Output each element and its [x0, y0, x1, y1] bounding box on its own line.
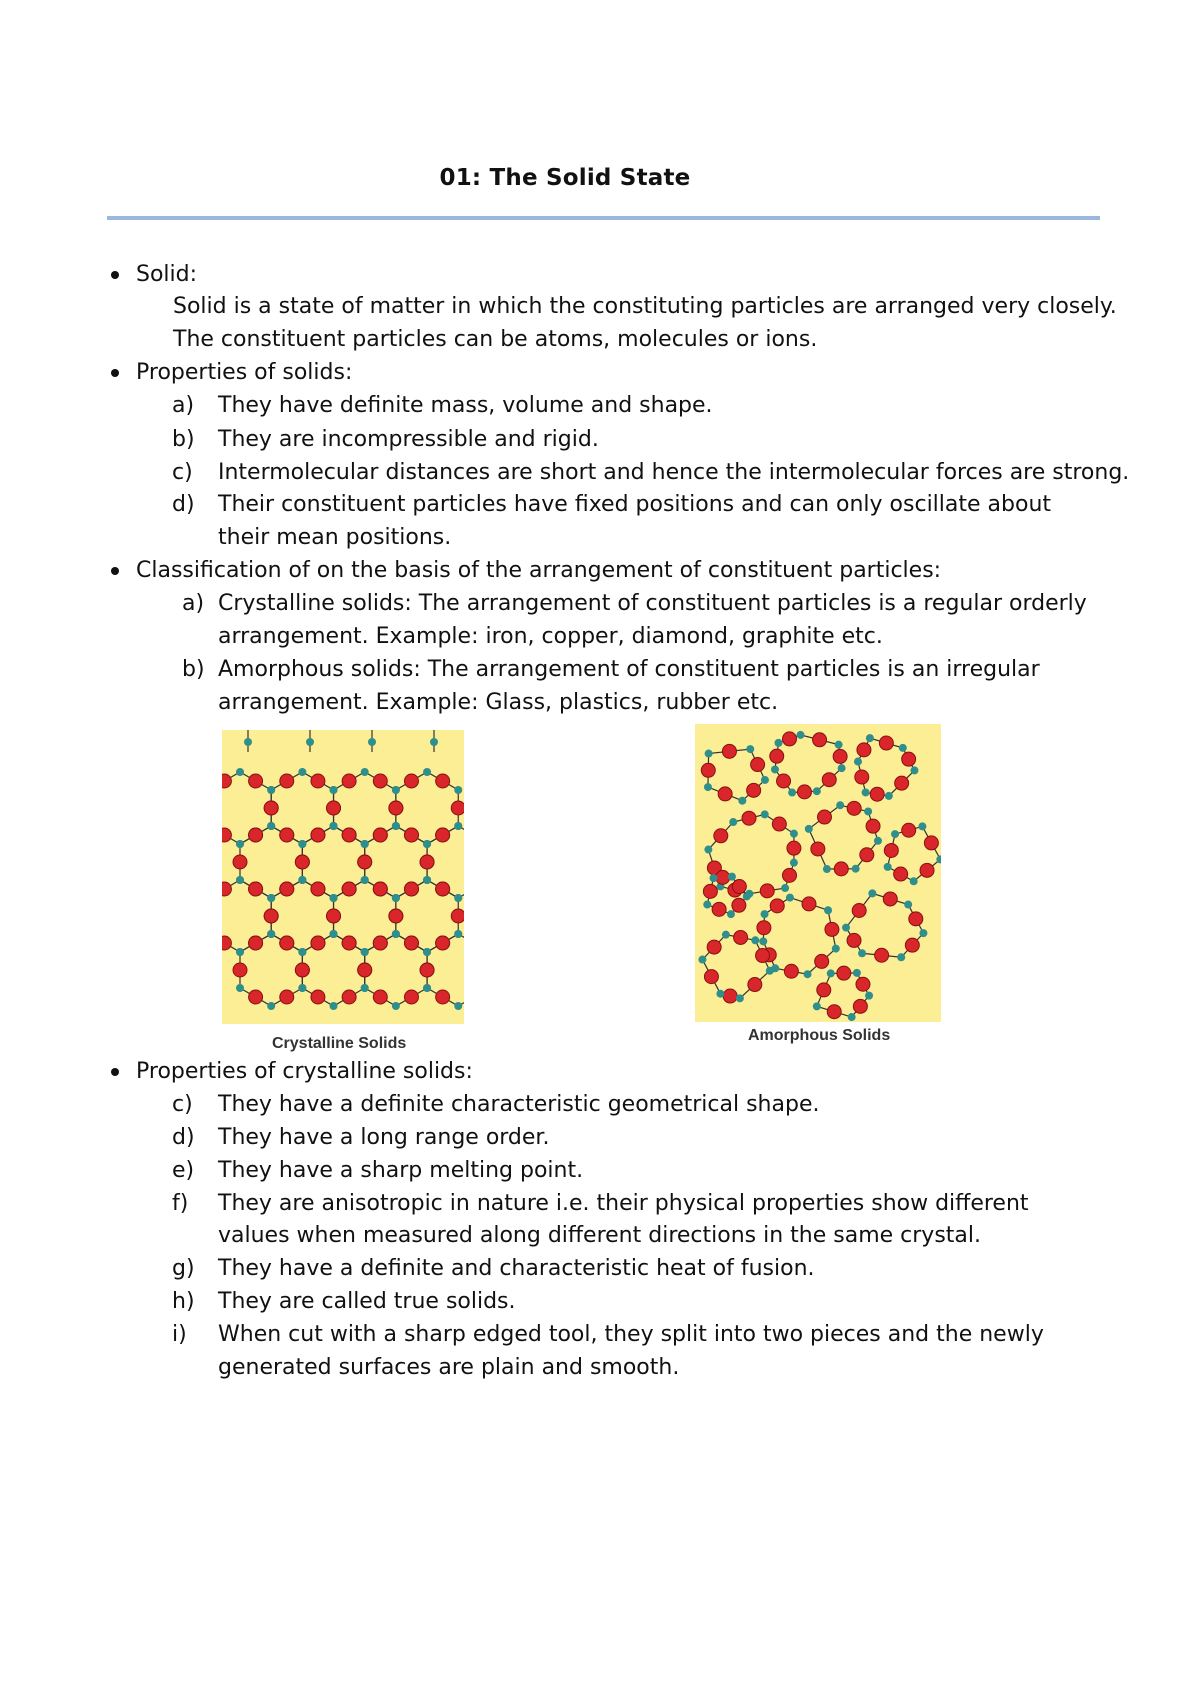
- oxygen-atom: [718, 787, 732, 801]
- oxygen-atom: [884, 843, 898, 857]
- silicon-atom: [298, 948, 306, 956]
- silicon-atom: [244, 738, 252, 746]
- amorphous-solids-caption: Amorphous Solids: [748, 1027, 891, 1044]
- silicon-atom: [885, 792, 893, 800]
- silicon-atom: [722, 931, 730, 939]
- silicon-atom: [775, 739, 783, 747]
- oxygen-atom: [902, 823, 916, 837]
- oxygen-atom: [420, 963, 434, 977]
- oxygen-atom: [924, 836, 938, 850]
- silicon-atom: [884, 863, 892, 871]
- oxygen-atom: [827, 1005, 841, 1019]
- crystal-property-item: They have a long range order.: [218, 1125, 550, 1150]
- oxygen-atom: [280, 936, 294, 950]
- oxygen-atom: [701, 763, 715, 777]
- oxygen-atom: [772, 817, 786, 831]
- silicon-atom: [698, 956, 706, 964]
- bullet-classification: [111, 567, 119, 575]
- oxygen-atom: [264, 909, 278, 923]
- oxygen-atom: [222, 828, 231, 842]
- silicon-atom: [759, 937, 767, 945]
- silicon-atom: [267, 1002, 275, 1010]
- silicon-atom: [361, 876, 369, 884]
- silicon-atom: [836, 801, 844, 809]
- oxygen-atom: [847, 801, 861, 815]
- silicon-atom: [361, 768, 369, 776]
- silicon-atom: [743, 892, 751, 900]
- title-divider: [107, 216, 1100, 220]
- oxygen-atom: [712, 902, 726, 916]
- property-item: Their constituent particles have fixed positions and can only oscillate about: [218, 492, 1052, 517]
- crystal-property-item-continued: generated surfaces are plain and smooth.: [218, 1355, 680, 1380]
- oxygen-atom: [249, 882, 263, 896]
- oxygen-atom: [311, 828, 325, 842]
- silicon-atom: [858, 949, 866, 957]
- oxygen-atom: [920, 863, 934, 877]
- oxygen-atom: [249, 828, 263, 842]
- silicon-atom: [298, 768, 306, 776]
- silicon-atom: [853, 969, 861, 977]
- oxygen-atom: [855, 770, 869, 784]
- silicon-atom: [823, 865, 831, 873]
- silicon-atom: [330, 894, 338, 902]
- crystal-property-item: When cut with a sharp edged tool, they split into two pieces and the newly: [218, 1322, 1044, 1347]
- silicon-atom: [766, 967, 774, 975]
- oxygen-atom: [813, 733, 827, 747]
- amorphous-solids-figure: [695, 724, 941, 1022]
- oxygen-atom: [451, 801, 464, 815]
- oxygen-atom: [222, 882, 231, 896]
- silicon-atom: [423, 768, 431, 776]
- item-marker: d): [172, 1125, 195, 1150]
- silicon-atom: [781, 884, 789, 892]
- crystalline-solids-figure: [222, 730, 464, 1024]
- bullet-crystalline-properties: [111, 1068, 119, 1076]
- oxygen-atom: [895, 776, 909, 790]
- property-item: They have definite mass, volume and shape.: [218, 393, 713, 418]
- silicon-atom: [704, 783, 712, 791]
- item-marker: c): [172, 460, 193, 485]
- silicon-atom: [761, 776, 769, 784]
- silicon-atom: [866, 734, 874, 742]
- oxygen-atom: [822, 773, 836, 787]
- oxygen-atom: [909, 912, 923, 926]
- silicon-atom: [454, 1002, 462, 1010]
- oxygen-atom: [856, 977, 870, 991]
- oxygen-atom: [905, 938, 919, 952]
- silicon-atom: [236, 948, 244, 956]
- silicon-atom: [392, 894, 400, 902]
- silicon-atom: [918, 822, 926, 830]
- silicon-atom: [330, 822, 338, 830]
- oxygen-atom: [280, 990, 294, 1004]
- silicon-atom: [910, 877, 918, 885]
- item-marker: g): [172, 1256, 195, 1281]
- oxygen-atom: [295, 963, 309, 977]
- classification-item: Crystalline solids: The arrangement of constituent particles is a regular orderly: [218, 591, 1087, 616]
- oxygen-atom: [783, 868, 797, 882]
- oxygen-atom: [311, 936, 325, 950]
- oxygen-atom: [853, 999, 867, 1013]
- silicon-atom: [267, 822, 275, 830]
- silicon-atom: [298, 984, 306, 992]
- silicon-atom: [392, 786, 400, 794]
- silicon-atom: [423, 948, 431, 956]
- item-marker: c): [172, 1092, 193, 1117]
- silicon-atom: [330, 930, 338, 938]
- oxygen-atom: [760, 884, 774, 898]
- oxygen-atom: [797, 785, 811, 799]
- oxygen-atom: [875, 948, 889, 962]
- silicon-atom: [864, 807, 872, 815]
- oxygen-atom: [311, 774, 325, 788]
- silicon-atom: [454, 786, 462, 794]
- silicon-atom: [392, 930, 400, 938]
- silicon-atom: [738, 797, 746, 805]
- silicon-atom: [705, 750, 713, 758]
- oxygen-atom: [756, 949, 770, 963]
- oxygen-atom: [311, 990, 325, 1004]
- silicon-atom: [454, 894, 462, 902]
- oxygen-atom: [784, 964, 798, 978]
- oxygen-atom: [249, 990, 263, 1004]
- classification-item-continued: arrangement. Example: iron, copper, diamond, graphite etc.: [218, 624, 883, 649]
- property-item-continued: their mean positions.: [218, 525, 452, 550]
- silicon-atom: [368, 738, 376, 746]
- oxygen-atom: [389, 909, 403, 923]
- bullet-solid: [111, 271, 119, 279]
- page-title: 01: The Solid State: [439, 165, 691, 191]
- oxygen-atom: [883, 892, 897, 906]
- oxygen-atom: [436, 936, 450, 950]
- silicon-atom: [790, 859, 798, 867]
- silicon-atom: [236, 840, 244, 848]
- silicon-atom: [392, 1002, 400, 1010]
- silicon-atom: [298, 840, 306, 848]
- oxygen-atom: [280, 882, 294, 896]
- silicon-atom: [306, 738, 314, 746]
- oxygen-atom: [787, 841, 801, 855]
- silicon-atom: [704, 846, 712, 854]
- bullet-properties: [111, 369, 119, 377]
- item-marker: e): [172, 1158, 195, 1183]
- oxygen-atom: [342, 774, 356, 788]
- item-marker: a): [182, 591, 205, 616]
- oxygen-atom: [802, 897, 816, 911]
- oxygen-atom: [342, 882, 356, 896]
- silicon-atom: [454, 930, 462, 938]
- silicon-atom: [298, 876, 306, 884]
- solid-definition-line-2: The constituent particles can be atoms, molecules or ions.: [173, 327, 818, 352]
- oxygen-atom: [732, 898, 746, 912]
- silicon-atom: [728, 873, 736, 881]
- silicon-atom: [842, 924, 850, 932]
- silicon-atom: [838, 764, 846, 772]
- oxygen-atom: [404, 990, 418, 1004]
- silicon-atom: [827, 969, 835, 977]
- crystal-property-item: They are called true solids.: [218, 1289, 516, 1314]
- silicon-atom: [746, 745, 754, 753]
- oxygen-atom: [866, 819, 880, 833]
- property-item: They are incompressible and rigid.: [218, 427, 599, 452]
- silicon-atom: [430, 738, 438, 746]
- oxygen-atom: [748, 978, 762, 992]
- oxygen-atom: [860, 848, 874, 862]
- oxygen-atom: [311, 882, 325, 896]
- silicon-atom: [761, 910, 769, 918]
- silicon-atom: [751, 936, 759, 944]
- oxygen-atom: [770, 899, 784, 913]
- silicon-atom: [804, 970, 812, 978]
- oxygen-atom: [436, 990, 450, 1004]
- oxygen-atom: [847, 933, 861, 947]
- oxygen-atom: [837, 966, 851, 980]
- silicon-atom: [854, 758, 862, 766]
- oxygen-atom: [894, 867, 908, 881]
- property-item: Intermolecular distances are short and hence the intermolecular forces are strong.: [218, 460, 1130, 485]
- silicon-atom: [910, 766, 918, 774]
- silicon-atom: [703, 901, 711, 909]
- heading-classification: Classification of on the basis of the arrangement of constituent particles:: [136, 558, 942, 583]
- heading-crystalline-properties: Properties of crystalline solids:: [136, 1059, 473, 1084]
- oxygen-atom: [280, 828, 294, 842]
- silicon-atom: [330, 1002, 338, 1010]
- oxygen-atom: [723, 989, 737, 1003]
- item-marker: b): [172, 427, 195, 452]
- silicon-atom: [813, 787, 821, 795]
- item-marker: b): [182, 657, 205, 682]
- oxygen-atom: [264, 801, 278, 815]
- silicon-atom: [832, 945, 840, 953]
- silicon-atom: [423, 984, 431, 992]
- silicon-atom: [904, 901, 912, 909]
- heading-solid: Solid:: [136, 262, 198, 287]
- oxygen-atom: [436, 828, 450, 842]
- oxygen-atom: [704, 970, 718, 984]
- oxygen-atom: [327, 909, 341, 923]
- oxygen-atom: [436, 774, 450, 788]
- silicon-atom: [423, 876, 431, 884]
- oxygen-atom: [783, 732, 797, 746]
- silicon-atom: [736, 994, 744, 1002]
- oxygen-atom: [404, 882, 418, 896]
- crystalline-solids-caption: Crystalline Solids: [272, 1035, 407, 1052]
- silicon-atom: [788, 789, 796, 797]
- oxygen-atom: [852, 903, 866, 917]
- silicon-atom: [267, 786, 275, 794]
- oxygen-atom: [770, 749, 784, 763]
- heading-properties-of-solids: Properties of solids:: [136, 360, 353, 385]
- silicon-atom: [361, 984, 369, 992]
- silicon-atom: [919, 929, 927, 937]
- silicon-atom: [874, 837, 882, 845]
- silicon-atom: [330, 786, 338, 794]
- silicon-atom: [236, 768, 244, 776]
- item-marker: h): [172, 1289, 195, 1314]
- silicon-atom: [727, 910, 735, 918]
- crystal-property-item: They have a definite and characteristic heat of fusion.: [218, 1256, 815, 1281]
- silicon-atom: [848, 1013, 856, 1021]
- oxygen-atom: [222, 936, 231, 950]
- classification-item-continued: arrangement. Example: Glass, plastics, rubber etc.: [218, 690, 779, 715]
- oxygen-atom: [734, 930, 748, 944]
- silicon-atom: [790, 830, 798, 838]
- silicon-atom: [267, 930, 275, 938]
- silicon-atom: [805, 825, 813, 833]
- item-marker: i): [172, 1322, 187, 1347]
- oxygen-atom: [815, 954, 829, 968]
- oxygen-atom: [280, 774, 294, 788]
- oxygen-atom: [233, 855, 247, 869]
- oxygen-atom: [373, 828, 387, 842]
- oxygen-atom: [870, 787, 884, 801]
- oxygen-atom: [732, 880, 746, 894]
- oxygen-atom: [722, 744, 736, 758]
- item-marker: f): [172, 1191, 189, 1216]
- oxygen-atom: [857, 743, 871, 757]
- silicon-atom: [868, 889, 876, 897]
- silicon-atom: [899, 744, 907, 752]
- oxygen-atom: [373, 990, 387, 1004]
- item-marker: a): [172, 393, 195, 418]
- oxygen-atom: [327, 801, 341, 815]
- oxygen-atom: [825, 922, 839, 936]
- crystal-property-item-continued: values when measured along different directions in the same crystal.: [218, 1223, 981, 1248]
- oxygen-atom: [707, 940, 721, 954]
- oxygen-atom: [902, 752, 916, 766]
- oxygen-atom: [833, 749, 847, 763]
- oxygen-atom: [222, 774, 231, 788]
- item-marker: d): [172, 492, 195, 517]
- solid-definition-line-1: Solid is a state of matter in which the constituting particles are arranged very closely.: [173, 294, 1117, 319]
- silicon-atom: [865, 992, 873, 1000]
- oxygen-atom: [233, 963, 247, 977]
- oxygen-atom: [373, 774, 387, 788]
- oxygen-atom: [358, 855, 372, 869]
- silicon-atom: [716, 990, 724, 998]
- oxygen-atom: [389, 801, 403, 815]
- oxygen-atom: [817, 810, 831, 824]
- silicon-atom: [361, 840, 369, 848]
- oxygen-atom: [777, 774, 791, 788]
- oxygen-atom: [373, 936, 387, 950]
- oxygen-atom: [436, 882, 450, 896]
- oxygen-atom: [811, 842, 825, 856]
- silicon-atom: [771, 765, 779, 773]
- silicon-atom: [729, 818, 737, 826]
- oxygen-atom: [404, 774, 418, 788]
- oxygen-atom: [716, 870, 730, 884]
- silicon-atom: [786, 894, 794, 902]
- oxygen-atom: [404, 936, 418, 950]
- oxygen-atom: [373, 882, 387, 896]
- oxygen-atom: [703, 884, 717, 898]
- oxygen-atom: [342, 990, 356, 1004]
- oxygen-atom: [879, 736, 893, 750]
- silicon-atom: [392, 822, 400, 830]
- crystal-property-item: They are anisotropic in nature i.e. their physical properties show different: [218, 1191, 1029, 1216]
- oxygen-atom: [817, 983, 831, 997]
- silicon-atom: [852, 865, 860, 873]
- oxygen-atom: [420, 855, 434, 869]
- oxygen-atom: [249, 774, 263, 788]
- silicon-atom: [862, 788, 870, 796]
- oxygen-atom: [714, 829, 728, 843]
- oxygen-atom: [404, 828, 418, 842]
- silicon-atom: [835, 741, 843, 749]
- oxygen-atom: [342, 936, 356, 950]
- oxygen-atom: [747, 783, 761, 797]
- oxygen-atom: [834, 862, 848, 876]
- silicon-atom: [423, 840, 431, 848]
- oxygen-atom: [742, 811, 756, 825]
- silicon-atom: [710, 874, 718, 882]
- silicon-atom: [236, 984, 244, 992]
- silicon-atom: [796, 731, 804, 739]
- silicon-atom: [813, 1002, 821, 1010]
- silicon-atom: [761, 810, 769, 818]
- oxygen-atom: [342, 828, 356, 842]
- silicon-atom: [361, 948, 369, 956]
- oxygen-atom: [249, 936, 263, 950]
- oxygen-atom: [358, 963, 372, 977]
- crystal-property-item: They have a sharp melting point.: [218, 1158, 584, 1183]
- oxygen-atom: [295, 855, 309, 869]
- oxygen-atom: [451, 909, 464, 923]
- silicon-atom: [236, 876, 244, 884]
- silicon-atom: [897, 953, 905, 961]
- silicon-atom: [267, 894, 275, 902]
- silicon-atom: [454, 822, 462, 830]
- silicon-atom: [891, 830, 899, 838]
- classification-item: Amorphous solids: The arrangement of constituent particles is an irregular: [218, 657, 1040, 682]
- oxygen-atom: [757, 921, 771, 935]
- crystal-property-item: They have a definite characteristic geometrical shape.: [218, 1092, 820, 1117]
- silicon-atom: [824, 906, 832, 914]
- oxygen-atom: [751, 758, 765, 772]
